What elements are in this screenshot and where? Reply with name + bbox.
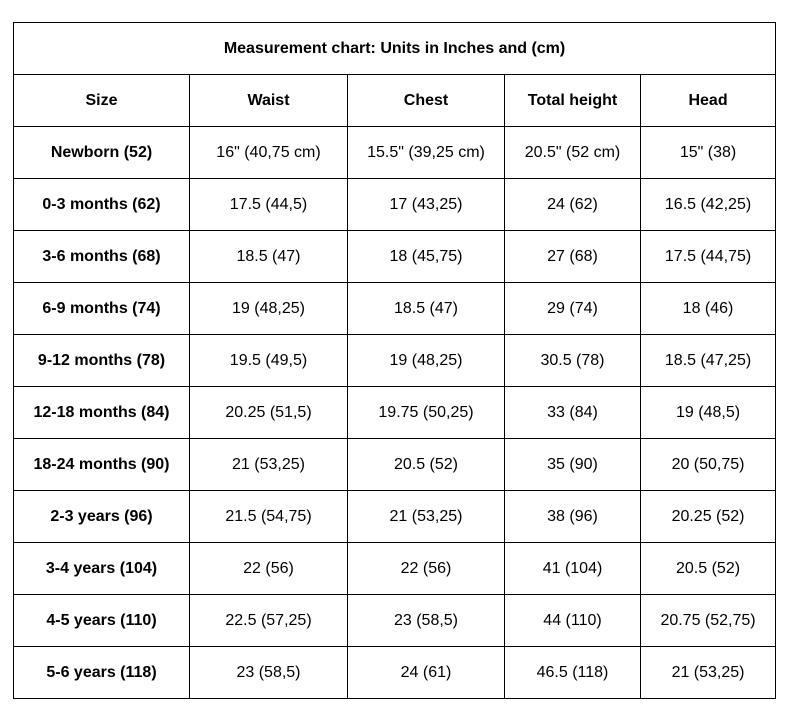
waist-cell: 18.5 (47)	[190, 231, 348, 283]
table-row	[14, 647, 776, 699]
chest-cell: 20.5 (52)	[348, 439, 505, 491]
size-cell: 12-18 months (84)	[14, 387, 190, 439]
head-cell: 20 (50,75)	[641, 439, 776, 491]
size-cell: 18-24 months (90)	[14, 439, 190, 491]
waist-cell: 22 (56)	[190, 543, 348, 595]
chest-cell: 21 (53,25)	[348, 491, 505, 543]
waist-cell: 23 (58,5)	[190, 647, 348, 699]
header-row	[14, 75, 776, 127]
table-row	[14, 335, 776, 387]
waist-cell: 19 (48,25)	[190, 283, 348, 335]
table-row	[14, 491, 776, 543]
size-cell: 0-3 months (62)	[14, 179, 190, 231]
size-cell: 2-3 years (96)	[14, 491, 190, 543]
chest-cell: 19 (48,25)	[348, 335, 505, 387]
column-header-head: Head	[641, 75, 776, 127]
total-height-cell: 33 (84)	[505, 387, 641, 439]
table-row	[14, 283, 776, 335]
size-cell: Newborn (52)	[14, 127, 190, 179]
chest-cell: 22 (56)	[348, 543, 505, 595]
head-cell: 16.5 (42,25)	[641, 179, 776, 231]
total-height-cell: 24 (62)	[505, 179, 641, 231]
chest-cell: 23 (58,5)	[348, 595, 505, 647]
waist-cell: 22.5 (57,25)	[190, 595, 348, 647]
size-cell: 3-4 years (104)	[14, 543, 190, 595]
size-cell: 5-6 years (118)	[14, 647, 190, 699]
table-row	[14, 387, 776, 439]
column-header-size: Size	[14, 75, 190, 127]
table-row	[14, 127, 776, 179]
size-cell: 6-9 months (74)	[14, 283, 190, 335]
table-row	[14, 543, 776, 595]
head-cell: 20.5 (52)	[641, 543, 776, 595]
head-cell: 20.75 (52,75)	[641, 595, 776, 647]
head-cell: 18.5 (47,25)	[641, 335, 776, 387]
column-header-total-height: Total height	[505, 75, 641, 127]
total-height-cell: 38 (96)	[505, 491, 641, 543]
chest-cell: 15.5" (39,25 cm)	[348, 127, 505, 179]
total-height-cell: 27 (68)	[505, 231, 641, 283]
waist-cell: 17.5 (44,5)	[190, 179, 348, 231]
size-cell: 9-12 months (78)	[14, 335, 190, 387]
total-height-cell: 20.5" (52 cm)	[505, 127, 641, 179]
table-row	[14, 179, 776, 231]
chest-cell: 19.75 (50,25)	[348, 387, 505, 439]
waist-cell: 21 (53,25)	[190, 439, 348, 491]
table-row	[14, 595, 776, 647]
total-height-cell: 35 (90)	[505, 439, 641, 491]
table-row	[14, 439, 776, 491]
total-height-cell: 29 (74)	[505, 283, 641, 335]
size-cell: 4-5 years (110)	[14, 595, 190, 647]
head-cell: 17.5 (44,75)	[641, 231, 776, 283]
total-height-cell: 44 (110)	[505, 595, 641, 647]
chest-cell: 18.5 (47)	[348, 283, 505, 335]
total-height-cell: 41 (104)	[505, 543, 641, 595]
head-cell: 15" (38)	[641, 127, 776, 179]
column-header-waist: Waist	[190, 75, 348, 127]
title-row	[14, 23, 776, 75]
total-height-cell: 46.5 (118)	[505, 647, 641, 699]
measurement-chart-table	[13, 22, 776, 699]
chest-cell: 17 (43,25)	[348, 179, 505, 231]
head-cell: 20.25 (52)	[641, 491, 776, 543]
waist-cell: 20.25 (51,5)	[190, 387, 348, 439]
head-cell: 19 (48,5)	[641, 387, 776, 439]
head-cell: 18 (46)	[641, 283, 776, 335]
chest-cell: 18 (45,75)	[348, 231, 505, 283]
size-cell: 3-6 months (68)	[14, 231, 190, 283]
waist-cell: 16" (40,75 cm)	[190, 127, 348, 179]
waist-cell: 21.5 (54,75)	[190, 491, 348, 543]
total-height-cell: 30.5 (78)	[505, 335, 641, 387]
waist-cell: 19.5 (49,5)	[190, 335, 348, 387]
column-header-chest: Chest	[348, 75, 505, 127]
chest-cell: 24 (61)	[348, 647, 505, 699]
head-cell: 21 (53,25)	[641, 647, 776, 699]
chart-title: Measurement chart: Units in Inches and (cm)	[14, 23, 776, 75]
table-row	[14, 231, 776, 283]
